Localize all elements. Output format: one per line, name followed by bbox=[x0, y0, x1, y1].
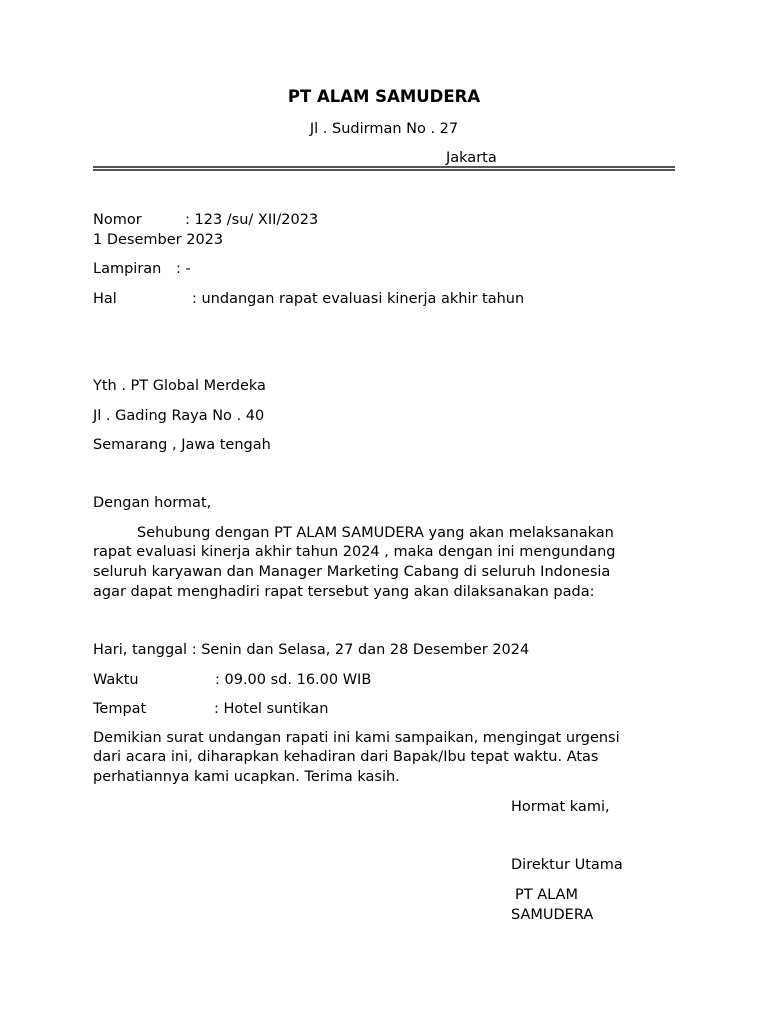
day-label: Hari, tanggal bbox=[93, 642, 188, 658]
day-value: : Senin dan Selasa, 27 dan 28 Desember 2024 bbox=[191, 642, 530, 658]
time-label: Waktu bbox=[93, 672, 139, 688]
schedule-place bbox=[93, 699, 328, 719]
place-label: Tempat bbox=[93, 701, 147, 717]
letterhead-rule-top bbox=[93, 166, 675, 168]
company-address: Jl . Sudirman No . 27 bbox=[309, 121, 459, 137]
letter-subject bbox=[93, 289, 524, 309]
place-value: : Hotel suntikan bbox=[214, 701, 329, 717]
company-name: PT ALAM SAMUDERA bbox=[287, 87, 481, 106]
recipient-name: Yth . PT Global Merdeka bbox=[93, 378, 266, 394]
recipient-city: Semarang , Jawa tengah bbox=[93, 437, 271, 453]
nomor-label: Nomor bbox=[93, 212, 142, 228]
hal-label: Hal bbox=[93, 291, 117, 307]
paragraph-line: rapat evaluasi kinerja akhir tahun 2024 , maka dengan ini mengundang bbox=[93, 544, 616, 560]
closing-line: Demikian surat undangan rapati ini kami sampaikan, mengingat urgensi bbox=[93, 730, 620, 746]
closing-line: perhatiannya kami ucapkan. Terima kasih. bbox=[93, 769, 400, 785]
paragraph-line: Sehubung dengan PT ALAM SAMUDERA yang akan melaksanakan bbox=[137, 525, 614, 541]
signature-position: Direktur Utama bbox=[511, 857, 623, 873]
hal-value: : undangan rapat evaluasi kinerja akhir tahun bbox=[192, 291, 525, 307]
letterhead-rule-bottom bbox=[93, 169, 675, 171]
paragraph-line: agar dapat menghadiri rapat tersebut yang akan dilaksanakan pada: bbox=[93, 584, 595, 600]
schedule-time bbox=[93, 670, 371, 690]
closing-line: dari acara ini, diharapkan kehadiran dari Bapak/Ibu tepat waktu. Atas bbox=[93, 749, 599, 765]
letter-number bbox=[93, 210, 318, 230]
signature-salutation: Hormat kami, bbox=[511, 799, 610, 815]
paragraph-line: seluruh karyawan dan Manager Marketing Cabang di seluruh Indonesia bbox=[93, 564, 611, 580]
company-city: Jakarta bbox=[446, 150, 497, 166]
schedule-day bbox=[93, 640, 529, 660]
time-value: : 09.00 sd. 16.00 WIB bbox=[215, 672, 372, 688]
letter-attachment bbox=[93, 259, 191, 279]
recipient-street: Jl . Gading Raya No . 40 bbox=[93, 408, 265, 424]
lampiran-value: : - bbox=[176, 261, 191, 277]
greeting: Dengan hormat, bbox=[93, 495, 212, 511]
lampiran-label: Lampiran bbox=[93, 261, 162, 277]
nomor-value: : 123 /su/ XII/2023 bbox=[185, 212, 319, 228]
signature-company: SAMUDERA bbox=[511, 907, 594, 923]
signature-company: PT ALAM bbox=[515, 887, 578, 903]
letter-date: 1 Desember 2023 bbox=[93, 232, 224, 248]
